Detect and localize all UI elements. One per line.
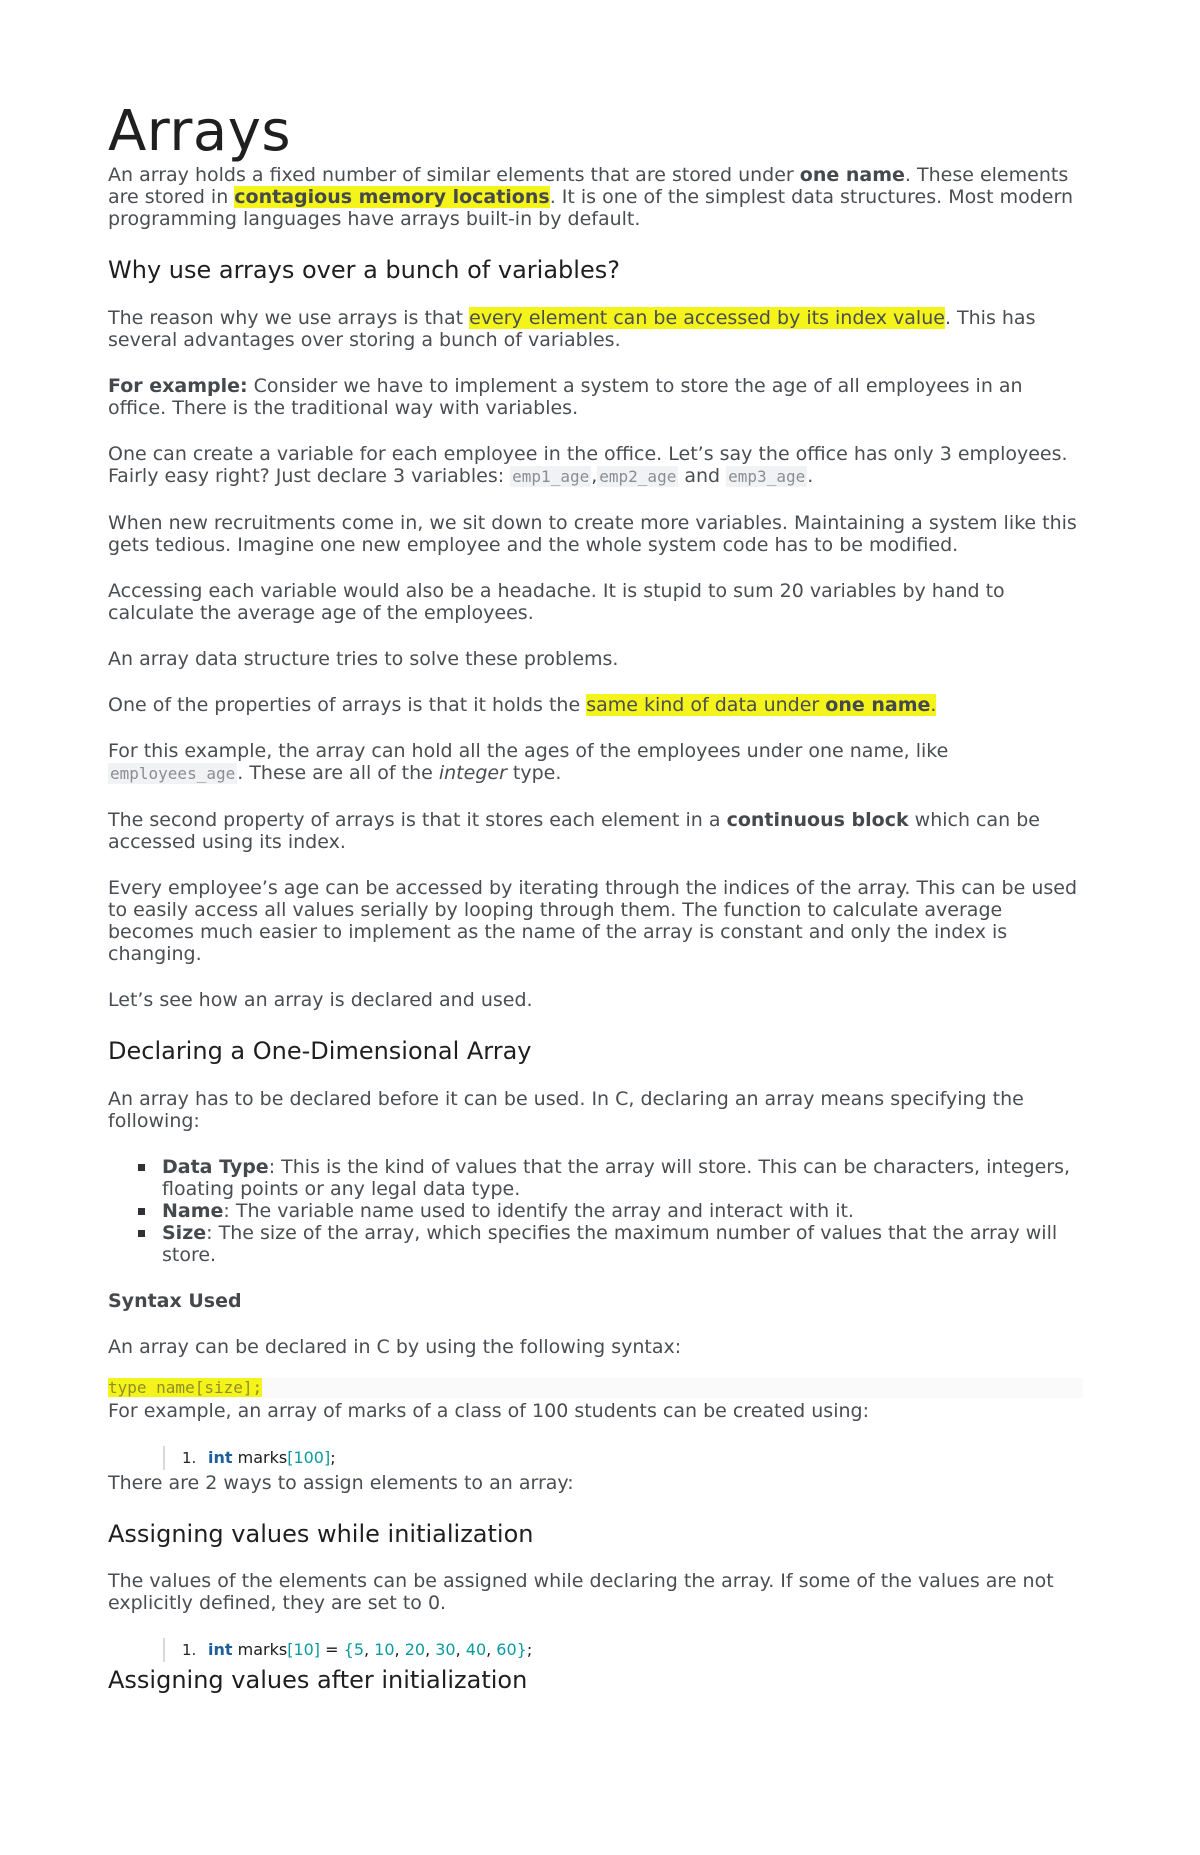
why-p9-bold: continuous block (726, 808, 909, 831)
code-keyword: int (208, 1640, 233, 1660)
why-p9-text-1: The second property of arrays is that it stores each element in a (108, 808, 727, 831)
page-title: Arrays (108, 99, 292, 164)
why-p7-highlight-text: same kind of data under (586, 693, 826, 716)
why-paragraph-6: An array data structure tries to solve these problems. (108, 647, 619, 670)
why-p2-bold: For example: (108, 374, 248, 397)
why-paragraph-2 (108, 375, 1083, 419)
heading-assign-while-init: Assigning values while initialization (108, 1519, 534, 1548)
code-number: 100 (293, 1447, 324, 1467)
code-comma: , (455, 1640, 466, 1660)
code-keyword: int (208, 1447, 233, 1467)
why-p9-text-2: which can be accessed using its index. (108, 808, 1040, 853)
why-paragraph-10: Every employee’s age can be accessed by iterating through the indices of the array. This can be used to easily access all values serially by looping through them. The function to calculate average becomes much easier to implement as the name of the array is constant and only the index is changing. (108, 876, 1078, 965)
why-p7-highlight-bold: one name (825, 693, 931, 716)
code-identifier: marks (232, 1640, 288, 1660)
list-item-desc: : The variable name used to identify the array and interact with it. (223, 1199, 854, 1222)
code-semicolon: ; (526, 1640, 533, 1660)
syntax-code-block (108, 1378, 1083, 1398)
intro-highlight-contagious: contagious memory locations (234, 186, 550, 208)
why-p7-highlight-end: . (930, 693, 937, 716)
why-paragraph-3 (108, 443, 1083, 488)
declaring-paragraph: An array has to be declared before it can be used. In C, declaring an array means specifying the following: (108, 1087, 1024, 1132)
assign-ways-intro: There are 2 ways to assign elements to an array: (108, 1471, 574, 1494)
code-line-number: 1. (182, 1448, 197, 1467)
code-bracket: ] (313, 1640, 321, 1660)
code-comma: , (364, 1640, 375, 1660)
code-employees-age: employees_age (110, 763, 236, 783)
init-paragraph: The values of the elements can be assigned while declaring the array. If some of the values are not explicitly defined, they are set to 0. (108, 1570, 1054, 1615)
intro-bold-one-name: one name (799, 164, 905, 186)
code-number: 20 (404, 1640, 426, 1660)
heading-assign-after-init: Assigning values after initialization (108, 1666, 528, 1695)
heading-why-use-arrays: Why use arrays over a bunch of variables? (108, 256, 620, 284)
list-item-desc: : This is the kind of values that the array will store. This can be characters, integers, floating points or any legal data type. (162, 1155, 1071, 1200)
code-emp1-age: emp1_age (512, 466, 590, 486)
why-p3-text-1: One can create a variable for each employee in the office. Let’s say the office has only 3 employees. Fairly easy right? Just declare 3 variables: (108, 442, 1068, 487)
why-paragraph-8 (108, 740, 1083, 785)
list-item-desc: : The size of the array, which specifies the maximum number of values that the array will store. (162, 1221, 1058, 1266)
declaration-requirements-list (108, 1156, 1083, 1266)
code-emp2-age: emp2_age (599, 466, 677, 486)
why-p8-text-3: type. (506, 761, 562, 784)
code-comma: , (425, 1640, 436, 1660)
list-item-term: Name (162, 1199, 224, 1222)
why-paragraph-1 (108, 307, 1083, 351)
heading-declaring-array: Declaring a One-Dimensional Array (108, 1036, 532, 1065)
code-number: 60 (496, 1640, 517, 1660)
why-p3-text-3: . (807, 464, 814, 487)
list-item-term: Data Type (162, 1155, 269, 1178)
why-paragraph-5: Accessing each variable would also be a headache. It is stupid to sum 20 variables by hand to calculate the average age of the employees. (108, 579, 1005, 624)
code-semicolon: ; (330, 1447, 336, 1467)
list-item-term: Size (162, 1221, 207, 1244)
syntax-intro: An array can be declared in C by using the following syntax: (108, 1335, 682, 1358)
heading-syntax-used: Syntax Used (108, 1289, 242, 1312)
list-item (162, 1222, 1083, 1266)
code-comma: , (486, 1640, 497, 1660)
code-number: 5 (353, 1640, 364, 1660)
code-example-2 (163, 1638, 1083, 1662)
intro-text-1: An array holds a fixed number of similar elements that are stored under (108, 164, 800, 186)
why-p1-text-2: . This has several advantages over storing a bunch of variables. (108, 306, 1036, 351)
list-item (162, 1156, 1083, 1200)
code-number: 40 (465, 1640, 487, 1660)
why-p1-highlight: every element can be accessed by its index value (469, 306, 945, 329)
intro-text-3: . It is one of the simplest data structures. Most modern programming languages have arrays built-in by default. (108, 186, 1074, 230)
list-item (162, 1200, 1083, 1222)
why-paragraph-9 (108, 809, 1083, 853)
code-emp3-age: emp3_age (728, 466, 806, 486)
code-bracket: [ (287, 1640, 294, 1660)
example-intro: For example, an array of marks of a class of 100 students can be created using: (108, 1399, 869, 1422)
why-p2-text: Consider we have to implement a system to store the age of all employees in an office. There is the traditional way with variables. (108, 374, 1023, 419)
code-number: 10 (374, 1640, 395, 1660)
why-paragraph-11: Let’s see how an array is declared and used. (108, 988, 533, 1011)
why-paragraph-4: When new recruitments come in, we sit down to create more variables. Maintaining a system like this gets tedious. Imagine one new employee and the whole system code has to be modified. (108, 511, 1077, 556)
code-line-number: 1. (182, 1641, 197, 1660)
why-p1-text-1: The reason why we use arrays is that (108, 306, 470, 329)
why-p8-italic: integer (438, 761, 507, 784)
why-p3-separator: , (591, 464, 598, 487)
why-p7-text: One of the properties of arrays is that it holds the (108, 693, 587, 716)
intro-text-2: . These elements are stored in (108, 164, 1069, 208)
why-paragraph-7 (108, 694, 1083, 716)
intro-paragraph (108, 164, 1083, 230)
code-bracket: ] (323, 1447, 331, 1467)
code-brace: } (516, 1640, 527, 1660)
code-operator: = (320, 1640, 344, 1660)
code-identifier: marks (232, 1447, 288, 1467)
why-p3-text-2: and (678, 464, 727, 487)
why-p7-highlight (586, 694, 936, 716)
code-example-1 (163, 1446, 1083, 1470)
why-p8-text-1: For this example, the array can hold all the ages of the employees under one name, like (108, 739, 949, 762)
code-bracket: [ (287, 1447, 294, 1467)
why-p8-text-2: . These are all of the (237, 761, 439, 784)
code-number: 30 (435, 1640, 456, 1660)
syntax-code: type name[size]; (108, 1377, 263, 1397)
code-brace: { (343, 1640, 354, 1660)
code-number: 10 (293, 1640, 314, 1660)
code-comma: , (394, 1640, 405, 1660)
